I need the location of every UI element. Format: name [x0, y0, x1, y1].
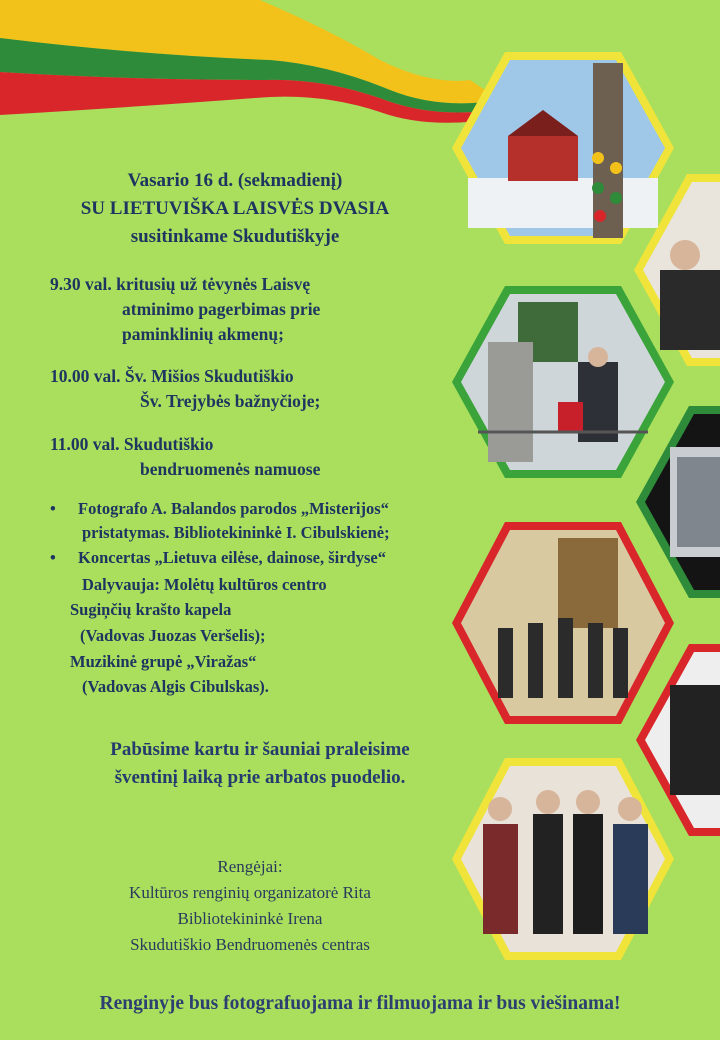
performers-line: Sugiņčių krašto kapela — [70, 600, 232, 619]
program-item-line: 10.00 val. Šv. Mišios Skudutiškio — [50, 366, 294, 386]
event-subtitle: susitinkame Skudutiškyje — [130, 226, 340, 247]
program-item-line: paminklinių akmenų; — [122, 324, 284, 344]
program-item-930 — [50, 272, 470, 347]
organizer-line: Bibliotekininkė Irena — [177, 909, 323, 928]
performers-line: Dalyvauja: Molėtų kultūros centro — [82, 575, 327, 594]
program-item-line: bendruomenės namuose — [140, 459, 321, 479]
footer-notice: Renginyje bus fotografuojama ir filmuojama ir bus viešinama! — [99, 993, 621, 1014]
event-title: SU LIETUVIŠKA LAISVĖS DVASIA — [80, 198, 390, 219]
bullet-line: Fotografo A. Balandos parodos „Misterijos“ — [78, 499, 389, 518]
program-item-line: 11.00 val. Skudutiškio — [50, 434, 214, 454]
program-item-1000 — [50, 364, 470, 414]
program-item-line: Šv. Trejybės bažnyčioje; — [140, 391, 321, 411]
event-date: Vasario 16 d. (sekmadienį) — [127, 170, 343, 191]
bullet-concert — [50, 546, 518, 570]
closing-line: šventinį laiką prie arbatos puodelio. — [114, 767, 406, 788]
performers-line: Muzikinė grupė „Viražas“ — [70, 652, 257, 671]
organizers-title: Rengėjai: — [217, 857, 283, 876]
performers-line: (Vadovas Juozas Veršelis); — [80, 626, 266, 645]
bullet-line: pristatymas. Bibliotekininkė I. Cibulskienė; — [82, 522, 390, 542]
program-item-line: atminimo pagerbimas prie — [122, 299, 321, 319]
bullet-icon: • — [50, 548, 56, 567]
program-item-1100 — [50, 432, 470, 482]
bullet-line: Koncertas „Lietuva eilėse, dainose, širdyse“ — [78, 548, 386, 567]
lithuanian-flag-ribbon — [0, 0, 520, 130]
performers-line: (Vadovas Algis Cibulskas). — [82, 677, 269, 696]
bullet-icon: • — [50, 499, 56, 518]
closing-line: Pabūsime kartu ir šauniai praleisime — [110, 739, 410, 760]
organizer-line: Kultūros renginių organizatorė Rita — [129, 883, 371, 902]
program-item-line: 9.30 val. kritusių už tėvynės Laisvę — [50, 274, 311, 294]
organizer-line: Skudutiškio Bendruomenės centras — [130, 935, 370, 954]
bullet-exhibition — [50, 497, 518, 544]
